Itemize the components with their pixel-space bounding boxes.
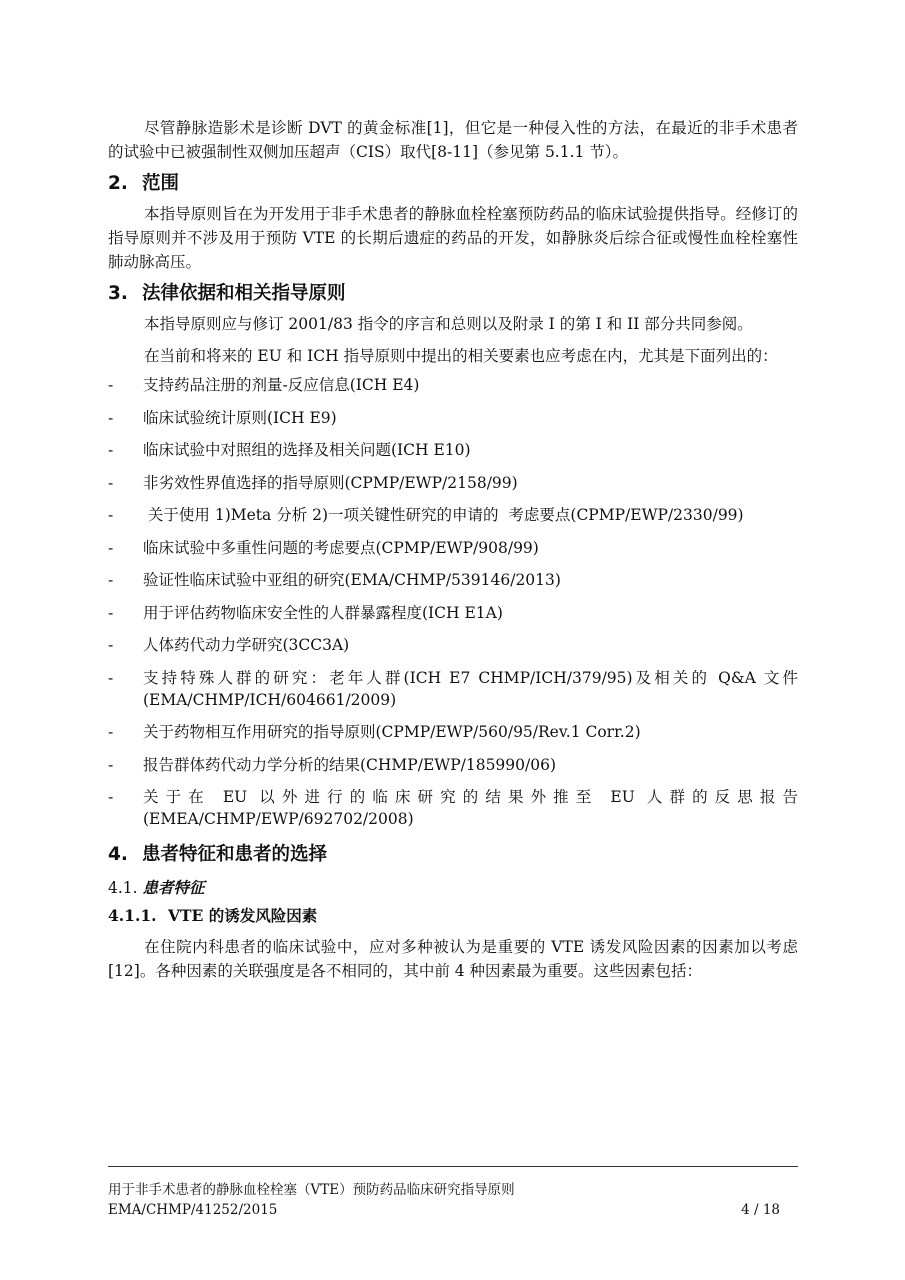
list-bullet: - — [108, 788, 114, 806]
list-bullet: - — [108, 668, 114, 687]
subsection-4-1-1-heading — [108, 905, 798, 927]
section-4-heading — [108, 841, 798, 869]
section-3-paragraph-1: 本指导原则应与修订 2001/83 指令的序言和总则以及附录 I 的第 I 和 II 部分共同参阅。 — [144, 315, 753, 333]
list-bullet: - — [108, 538, 114, 557]
list-item — [108, 407, 798, 429]
page-footer — [108, 1180, 798, 1220]
list-item-text: 关于在 EU 以外进行的临床研究的结果外推至 EU 人群的反思报告(EMEA/CHMP/EWP/692702/2008) — [143, 788, 798, 828]
section-2-title: 范围 — [142, 173, 180, 194]
list-item-text: 验证性临床试验中亚组的研究(EMA/CHMP/539146/2013) — [143, 571, 561, 589]
section-3-heading — [108, 280, 798, 308]
list-bullet: - — [108, 723, 114, 741]
list-item — [108, 602, 798, 624]
list-item — [108, 667, 798, 711]
section-4-title: 患者特征和患者的选择 — [142, 843, 328, 865]
page-content — [108, 116, 798, 983]
list-item — [108, 786, 798, 830]
list-item-text: 支持特殊人群的研究：老年人群(ICH E7 CHMP/ICH/379/95)及相关的 Q&A 文件(EMA/CHMP/ICH/604661/2009) — [143, 668, 798, 709]
section-3-title: 法律依据和相关指导原则 — [142, 283, 346, 304]
list-bullet: - — [108, 755, 114, 774]
footer-divider — [108, 1166, 798, 1167]
list-item — [108, 472, 798, 494]
list-item-text: 人体药代动力学研究(3CC3A) — [143, 636, 350, 654]
list-bullet: - — [108, 376, 114, 394]
list-item-text: 临床试验中多重性问题的考虑要点(CPMP/EWP/908/99) — [143, 538, 539, 557]
section-3-number: 3. — [108, 283, 128, 304]
list-item-text: 报告群体药代动力学分析的结果(CHMP/EWP/185990/06) — [143, 755, 557, 774]
subsection-4-1-number: 4.1. — [108, 878, 138, 897]
subsection-4-1-1-number: 4.1.1. — [108, 905, 157, 925]
footer-title: 用于非手术患者的静脉血栓栓塞（VTE）预防药品临床研究指导原则 — [108, 1182, 515, 1198]
subsection-4-1-heading — [108, 877, 798, 899]
guideline-list — [108, 374, 798, 830]
section-2-paragraph: 本指导原则旨在为开发用于非手术患者的静脉血栓栓塞预防药品的临床试验提供指导。经修订的指导原则并不涉及用于预防 VTE 的长期后遗症的药品的开发，如静脉炎后综合征或慢性血栓栓塞性肺动脉高压。 — [108, 205, 798, 271]
list-bullet: - — [108, 506, 114, 524]
list-item — [108, 504, 798, 526]
list-item-text: 非劣效性界值选择的指导原则(CPMP/EWP/2158/99) — [143, 473, 518, 492]
list-bullet: - — [108, 473, 114, 492]
list-item-text: 用于评估药物临床安全性的人群暴露程度(ICH E1A) — [143, 603, 503, 622]
list-item-text: 临床试验统计原则(ICH E9) — [143, 408, 337, 427]
list-bullet: - — [108, 571, 114, 589]
list-item — [108, 754, 798, 776]
list-item — [108, 634, 798, 656]
list-bullet: - — [108, 636, 114, 654]
section-3-paragraph-2: 在当前和将来的 EU 和 ICH 指导原则中提出的相关要素也应考虑在内，尤其是下面列出的： — [144, 347, 778, 365]
list-item — [108, 569, 798, 591]
list-item — [108, 439, 798, 461]
section-4-number: 4. — [108, 843, 128, 865]
list-item — [108, 374, 798, 396]
list-item — [108, 537, 798, 559]
list-bullet: - — [108, 441, 114, 459]
subsection-4-1-title: 患者特征 — [142, 878, 205, 897]
list-item-text: 关于药物相互作用研究的指导原则(CPMP/EWP/560/95/Rev.1 Corr.2) — [143, 723, 641, 741]
list-item-text: 支持药品注册的剂量-反应信息(ICH E4) — [143, 376, 420, 394]
intro-paragraph: 尽管静脉造影术是诊断 DVT 的黄金标准[1]，但它是一种侵入性的方法，在最近的非手术患者的试验中已被强制性双侧加压超声（CIS）取代[8-11]（参见第 5.1.1 节）。 — [108, 119, 798, 161]
page-number: 4 / 18 — [741, 1202, 780, 1218]
list-bullet: - — [108, 603, 114, 622]
list-item — [108, 721, 798, 743]
section-2-number: 2. — [108, 173, 128, 194]
list-item-text: 关于使用 1)Meta 分析 2)一项关键性研究的申请的 考虑要点(CPMP/EWP/2330/99) — [143, 506, 744, 524]
list-item-text: 临床试验中对照组的选择及相关问题(ICH E10) — [143, 441, 471, 459]
subsection-4-1-1-title: VTE 的诱发风险因素 — [168, 905, 318, 925]
footer-doc-id: EMA/CHMP/41252/2015 — [108, 1202, 278, 1218]
section-4-paragraph: 在住院内科患者的临床试验中，应对多种被认为是重要的 VTE 诱发风险因素的因素加以考虑[12]。各种因素的关联强度是各不相同的，其中前 4 种因素最为重要。这些因素包括： — [108, 937, 798, 980]
list-bullet: - — [108, 408, 114, 427]
section-2-heading — [108, 170, 798, 198]
